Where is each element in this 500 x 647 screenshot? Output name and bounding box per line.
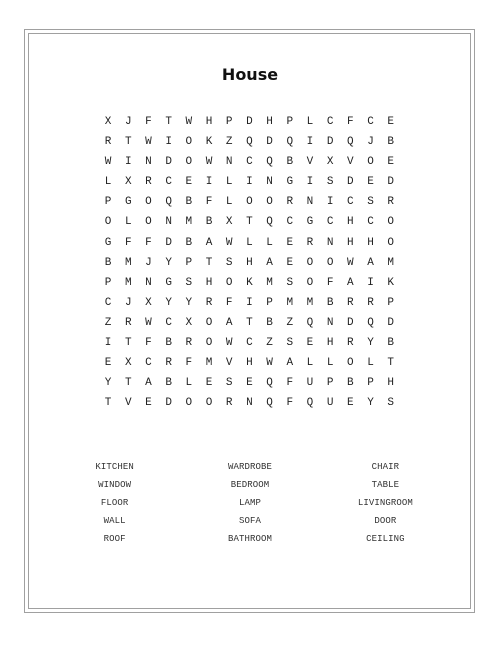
grid-letter: B [185,196,193,209]
grid-letter: M [185,216,193,229]
grid-letter: L [104,176,112,189]
grid-letter: P [266,296,273,309]
grid-letter: N [306,196,314,209]
grid-letter: M [306,296,314,309]
word-list [47,458,453,548]
grid-letter: R [165,357,172,370]
grid-letter: D [165,236,172,249]
grid-letter: Y [367,397,374,410]
grid-letter: H [266,116,273,128]
word-list-item: CHAIR [371,462,400,472]
grid-letter: O [387,236,395,249]
grid-letter: J [145,256,152,269]
page-title: House [221,65,279,84]
grid-letter: L [124,216,132,229]
grid-letter: W [225,337,233,350]
grid-letter: F [225,296,233,309]
grid-letter: A [145,377,152,390]
grid-letter: R [347,337,354,350]
grid-letter: D [347,316,354,329]
grid-letter: J [124,296,132,309]
grid-letter: I [306,136,314,149]
grid-letter: O [205,337,213,350]
grid-letter: T [124,377,132,390]
grid-letter: U [306,377,314,390]
grid-letter: D [165,397,172,410]
word-list-item: WARDROBE [227,462,272,472]
word-list-item: SOFA [238,516,261,526]
grid-letter: P [185,256,193,269]
grid-letter: P [387,296,395,309]
grid-letter: F [326,276,334,289]
word-list-item: FLOOR [100,498,129,508]
grid-letter: S [225,256,233,269]
grid-letter: V [347,156,354,169]
grid-letter: X [326,156,334,169]
grid-letter: G [165,276,172,289]
grid-letter: H [246,256,253,269]
grid-letter: Q [246,136,253,149]
grid-letter: H [347,236,354,249]
grid-letter: F [286,397,294,410]
grid-letter: C [165,176,172,189]
grid-letter: M [205,357,213,370]
grid-letter: N [246,397,253,410]
grid-letter: O [326,256,334,269]
grid-letter: G [286,176,294,189]
grid-letter: X [185,316,193,329]
grid-letter: Y [367,337,374,350]
word-list-item: BEDROOM [230,480,270,490]
grid-letter: Q [286,136,294,149]
grid-letter: E [347,397,354,410]
grid-letter: B [286,156,294,169]
grid-letter: W [185,116,193,128]
word-list-item: WALL [103,516,126,526]
grid-letter: E [367,176,374,189]
grid-letter: L [225,196,233,209]
grid-letter: H [347,216,354,229]
grid-letter: A [266,256,273,269]
grid-letter: L [225,176,233,189]
grid-letter: R [205,296,213,309]
grid-letter: O [306,256,314,269]
grid-letter: Q [266,397,273,410]
grid-letter: T [165,116,172,128]
grid-letter: C [367,116,374,128]
grid-letter: X [104,116,112,128]
grid-letter: B [165,377,172,390]
grid-letter: T [387,357,395,370]
grid-letter: C [326,216,334,229]
grid-letter: T [205,256,213,269]
grid-letter: J [367,136,374,149]
grid-letter: Q [165,196,172,209]
grid-letter: S [225,377,233,390]
grid-letter: W [145,316,152,329]
grid-letter: O [185,136,193,149]
grid-letter: N [326,316,334,329]
grid-letter: M [387,256,395,269]
grid-letter: I [367,276,374,289]
grid-letter: B [165,337,172,350]
word-list-item: WINDOW [98,480,132,490]
word-list-item: KITCHEN [95,462,134,472]
grid-letter: N [225,156,233,169]
grid-letter: T [246,316,253,329]
grid-letter: A [286,357,294,370]
word-list-item: LAMP [238,498,261,508]
grid-letter: X [225,216,233,229]
grid-letter: H [205,116,213,128]
grid-letter: Z [225,136,233,149]
grid-letter: E [387,156,395,169]
grid-letter: P [104,196,112,209]
grid-letter: F [124,236,132,249]
grid-letter: S [286,337,294,350]
grid-letter: I [124,156,132,169]
grid-letter: A [347,276,354,289]
grid-letter: T [246,216,253,229]
grid-letter: R [185,337,193,350]
grid-letter: D [266,136,273,149]
grid-letter: I [104,337,112,350]
word-list-item: TABLE [371,480,400,490]
grid-letter: B [104,256,112,269]
grid-letter: F [145,236,152,249]
grid-letter: I [326,196,334,209]
grid-letter: F [185,357,193,370]
grid-letter: F [145,337,152,350]
grid-letter: M [124,276,132,289]
grid-letter: T [124,136,132,149]
grid-letter: B [387,337,395,350]
grid-letter: O [145,196,152,209]
grid-letter: Y [165,296,172,309]
word-list-item: ROOF [103,534,126,544]
grid-letter: N [326,236,334,249]
grid-letter: X [145,296,152,309]
grid-letter: I [165,136,172,149]
grid-letter: V [225,357,233,370]
grid-letter: K [246,276,253,289]
grid-letter: R [387,196,395,209]
grid-letter: I [246,176,253,189]
grid-letter: W [205,156,213,169]
grid-letter: O [205,397,213,410]
grid-letter: F [286,377,294,390]
grid-letter: H [326,337,334,350]
grid-letter: P [367,377,374,390]
grid-letter: E [104,357,112,370]
grid-letter: R [124,316,132,329]
grid-letter: C [165,316,172,329]
grid-letter: L [185,377,193,390]
grid-letter: I [246,296,253,309]
grid-letter: S [367,196,374,209]
grid-letter: K [205,136,213,149]
grid-letter: K [387,276,395,289]
grid-letter: E [306,337,314,350]
grid-letter: D [347,176,354,189]
grid-letter: O [306,276,314,289]
grid-letter: G [306,216,314,229]
grid-letter: O [387,216,395,229]
grid-letter: E [205,377,213,390]
grid-letter: L [306,357,314,370]
grid-letter: Q [266,156,273,169]
grid-letter: T [124,337,132,350]
grid-letter: N [165,216,172,229]
grid-letter: I [306,176,314,189]
grid-letter: P [104,276,112,289]
grid-letter: A [225,316,233,329]
grid-letter: S [326,176,334,189]
grid-letter: E [246,377,253,390]
grid-letter: H [387,377,395,390]
word-list-item: BATHROOM [227,534,272,544]
grid-letter: Z [286,316,294,329]
grid-letter: V [124,397,132,410]
grid-letter: W [266,357,273,370]
grid-letter: L [246,236,253,249]
grid-letter: B [347,377,354,390]
grid-letter: Q [347,136,354,149]
grid-letter: O [104,216,112,229]
grid-letter: W [225,236,233,249]
grid-letter: P [326,377,334,390]
letter-grid [98,112,401,413]
grid-letter: M [266,276,273,289]
grid-letter: Z [266,337,273,350]
grid-letter: O [185,156,193,169]
grid-letter: W [104,156,112,169]
grid-letter: D [246,116,253,128]
grid-letter: N [266,176,273,189]
grid-letter: D [387,176,395,189]
grid-letter: C [145,357,152,370]
grid-letter: L [306,116,314,128]
word-list-item: DOOR [374,516,397,526]
grid-letter: Q [266,377,273,390]
grid-letter: B [185,236,193,249]
grid-letter: S [387,397,395,410]
grid-letter: E [185,176,193,189]
grid-letter: O [246,196,253,209]
grid-letter: Y [185,296,193,309]
grid-letter: Y [165,256,172,269]
grid-letter: H [367,236,374,249]
grid-letter: M [286,296,294,309]
grid-letter: J [124,116,132,128]
grid-letter: W [347,256,354,269]
word-list-item: CEILING [366,534,405,544]
grid-letter: S [286,276,294,289]
grid-letter: C [347,196,354,209]
grid-letter: E [286,256,294,269]
grid-letter: A [205,236,213,249]
grid-letter: O [266,196,273,209]
grid-letter: O [205,316,213,329]
grid-letter: D [165,156,172,169]
grid-letter: R [286,196,294,209]
grid-letter: C [367,216,374,229]
grid-letter: M [124,256,132,269]
grid-letter: Y [104,377,112,390]
grid-letter: F [205,196,213,209]
grid-letter: C [246,337,253,350]
grid-letter: Q [367,316,374,329]
grid-letter: R [225,397,233,410]
grid-letter: O [185,397,193,410]
grid-letter: O [347,357,354,370]
grid-letter: N [145,276,152,289]
grid-letter: A [367,256,374,269]
grid-letter: R [104,136,112,149]
grid-letter: B [266,316,273,329]
grid-letter: O [225,276,233,289]
grid-letter: C [246,156,253,169]
grid-letter: Q [306,316,314,329]
grid-letter: R [347,296,354,309]
grid-letter: G [104,236,112,249]
grid-letter: O [145,216,152,229]
grid-letter: B [326,296,334,309]
grid-letter: I [205,176,213,189]
grid-letter: R [145,176,152,189]
grid-letter: G [124,196,132,209]
grid-letter: D [387,316,395,329]
grid-letter: T [104,397,112,410]
grid-letter: H [246,357,253,370]
grid-letter: O [367,156,374,169]
grid-letter: R [367,296,374,309]
grid-letter: L [326,357,334,370]
grid-letter: X [124,357,132,370]
grid-letter: P [286,116,294,128]
grid-letter: E [387,116,395,128]
grid-letter: N [145,156,152,169]
grid-letter: R [306,236,314,249]
grid-letter: H [205,276,213,289]
grid-letter: P [225,116,233,128]
grid-letter: C [286,216,294,229]
grid-letter: Q [306,397,314,410]
grid-letter: W [145,136,152,149]
grid-letter: E [145,397,152,410]
grid-letter: U [326,397,334,410]
grid-letter: Q [266,216,273,229]
grid-letter: B [387,136,395,149]
grid-letter: V [306,156,314,169]
grid-letter: L [266,236,273,249]
grid-letter: E [286,236,294,249]
grid-letter: X [124,176,132,189]
grid-letter: C [104,296,112,309]
grid-letter: S [185,276,193,289]
word-list-item: LIVINGROOM [357,498,413,508]
grid-letter: B [205,216,213,229]
grid-letter: F [347,116,354,128]
grid-letter: Z [104,316,112,329]
grid-letter: L [367,357,374,370]
grid-letter: C [326,116,334,128]
grid-letter: D [326,136,334,149]
grid-letter: F [145,116,152,128]
